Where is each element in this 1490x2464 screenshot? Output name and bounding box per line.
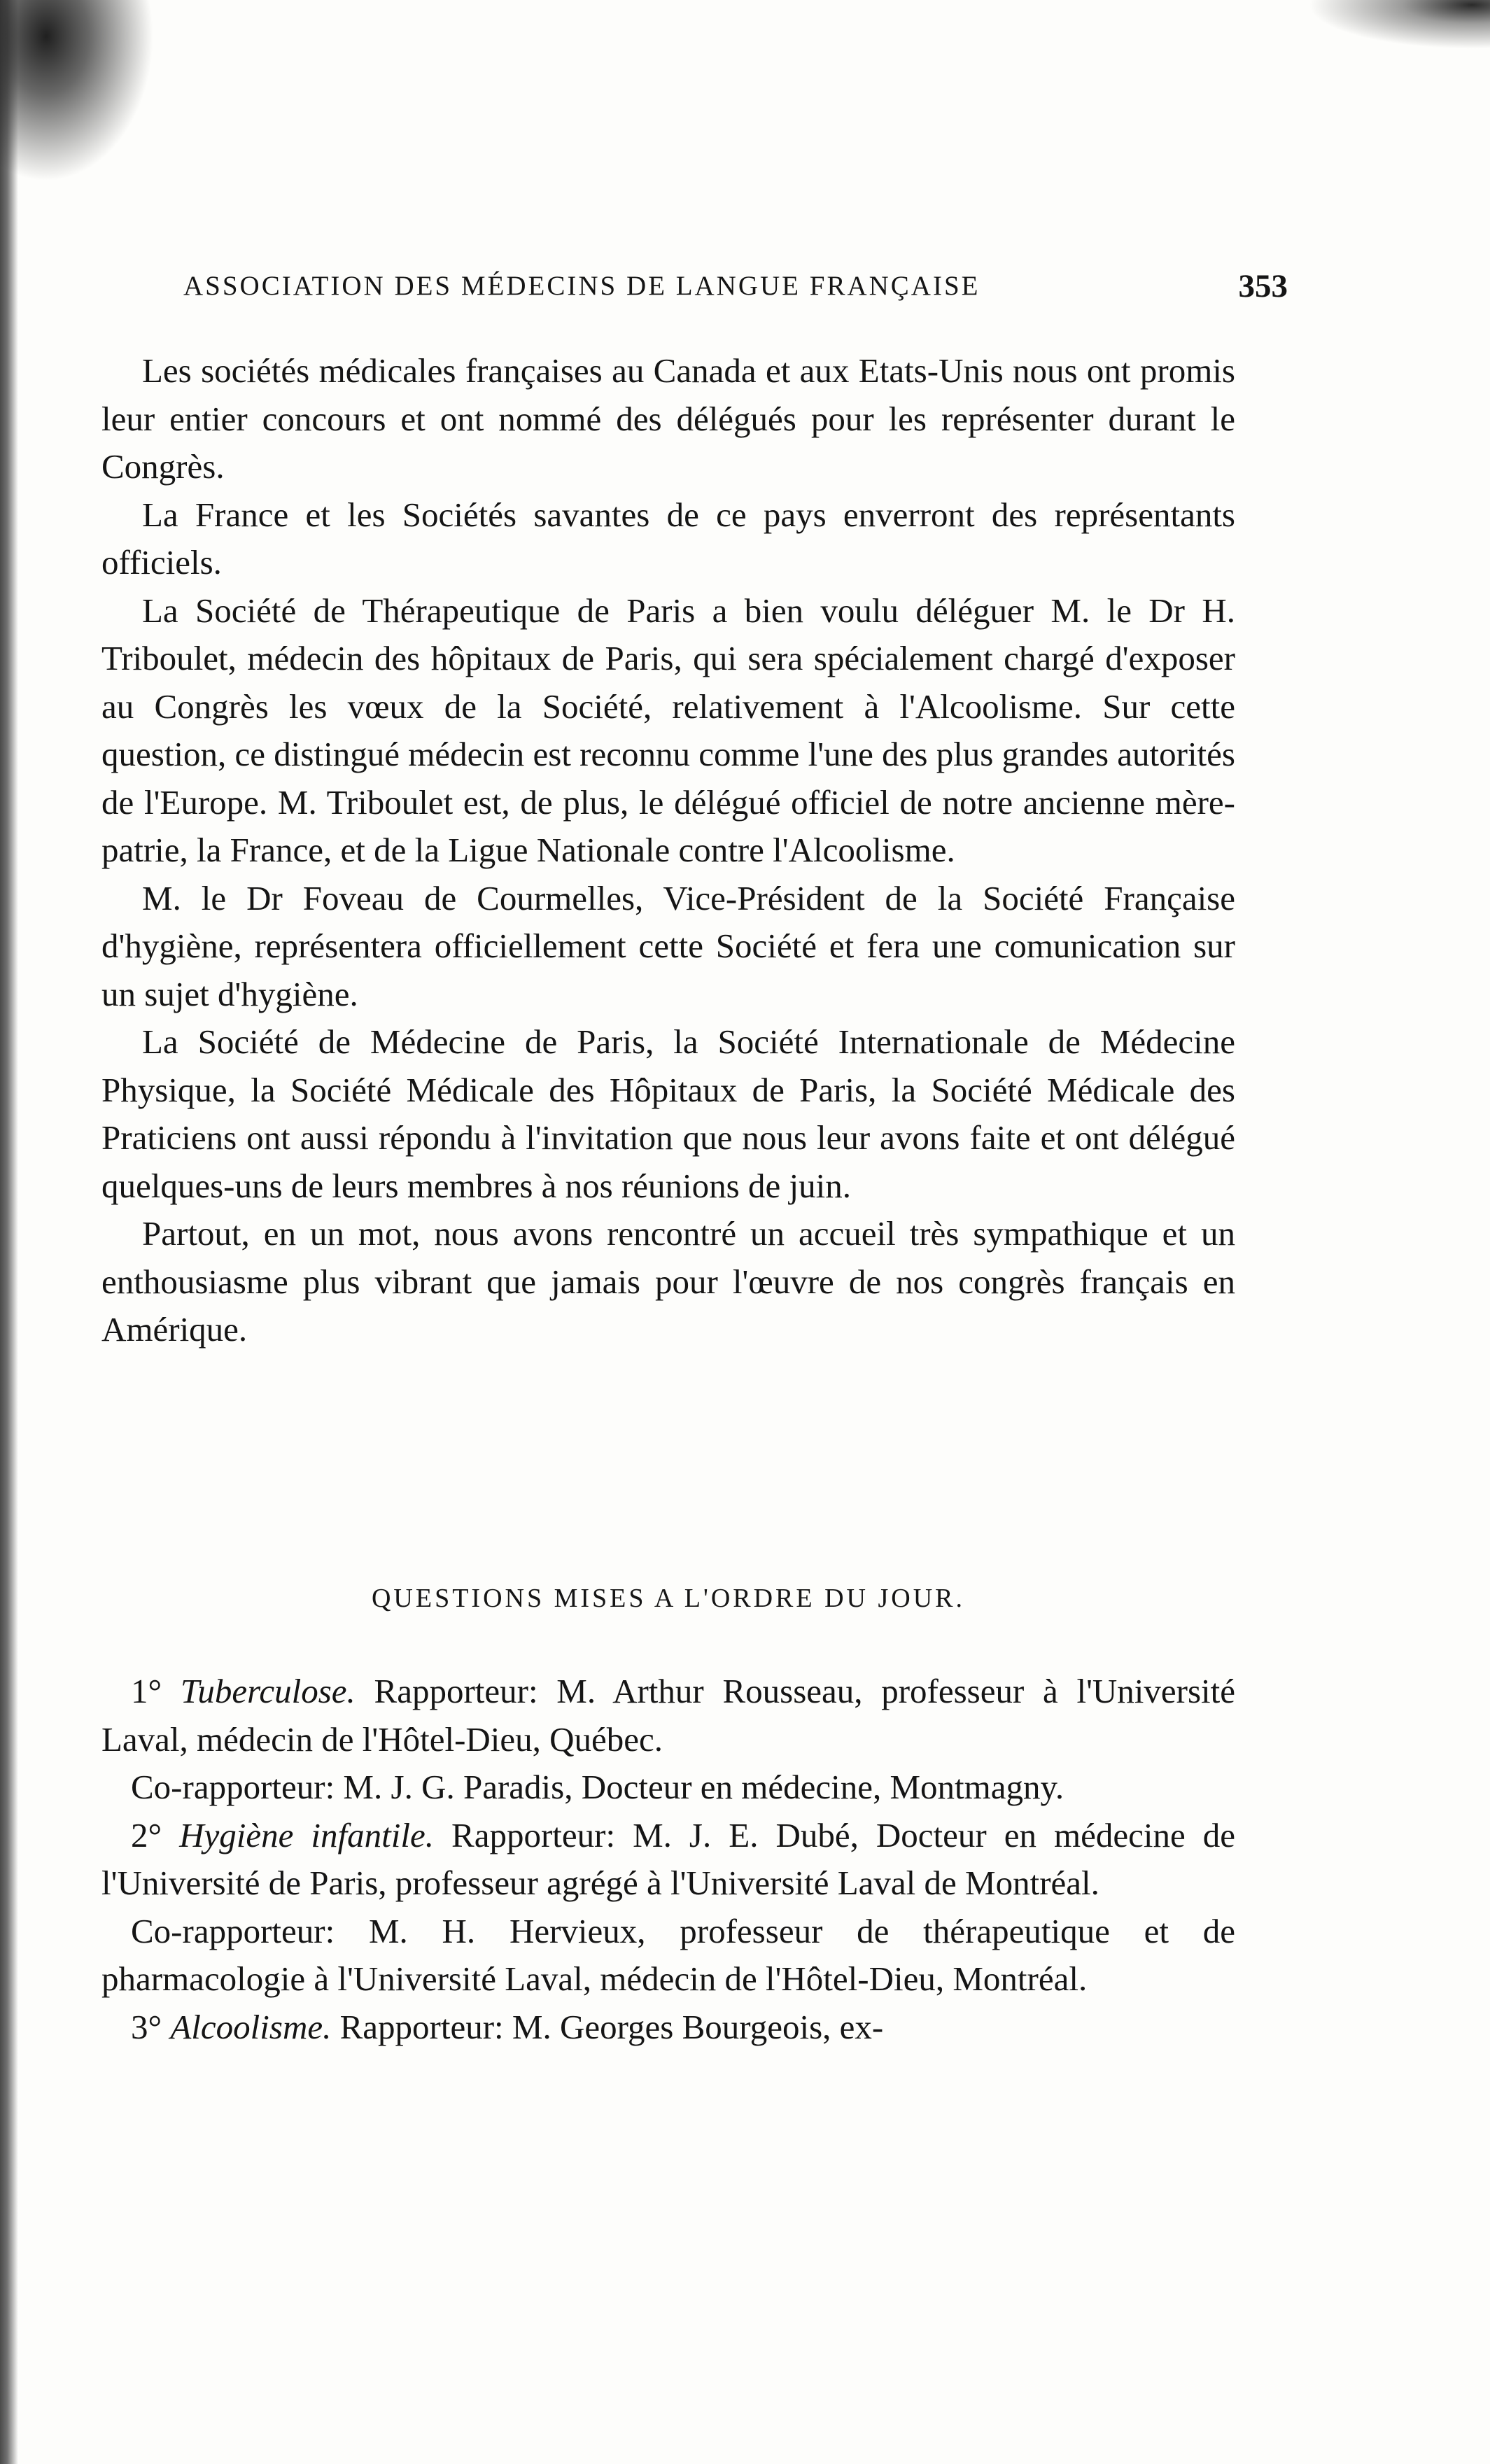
questions-list — [101, 1668, 1235, 2051]
question-item — [101, 2004, 1235, 2052]
question-topic: Hygiène infantile. — [179, 1815, 434, 1854]
question-number: 1° — [131, 1672, 162, 1710]
question-text: Rapporteur: M. Georges Bourgeois, ex- — [339, 2007, 884, 2046]
paragraph: Les sociétés médicales françaises au Canada et aux Etats-Unis nous ont promis leur entier concours et ont nommé des délégués pour les représenter durant le Congrès. — [101, 351, 1235, 486]
question-item — [101, 1668, 1235, 1763]
paragraph: La France et les Sociétés savantes de ce pays enverront des représentants officiels. — [101, 495, 1235, 582]
section-heading: QUESTIONS MISES A L'ORDRE DU JOUR. — [371, 1584, 966, 1613]
question-topic: Tuberculose. — [180, 1672, 356, 1710]
scan-left-edge-shadow — [0, 0, 18, 2464]
paragraph: Partout, en un mot, nous avons rencontré un accueil très sympathique et un enthousiasme plus vibrant que jamais pour l'œuvre de nos congrès français en Amérique. — [101, 1214, 1235, 1349]
paragraph: La Société de Médecine de Paris, la Société Internationale de Médecine Physique, la Société Médicale des Hôpitaux de Paris, la Société Médicale des Praticiens ont aussi répondu à l'invitation que nous leur avons faite et ont délégué quelques-uns de leurs membres à nos réunions de juin. — [101, 1022, 1235, 1205]
question-text: Co-rapporteur: M. J. G. Paradis, Docteur en médecine, Montmagny. — [131, 1768, 1064, 1806]
question-number: 3° — [131, 2007, 162, 2046]
question-number: 2° — [131, 1815, 162, 1854]
scan-corner-smudge — [0, 0, 154, 182]
body-text — [101, 347, 1235, 1354]
question-topic: Alcoolisme. — [170, 2007, 332, 2046]
question-text: Rapporteur: M. Arthur Rousseau, professeur à l'Université Laval, médecin de l'Hôtel-Dieu, Québec. — [101, 1672, 1236, 1759]
paragraph: La Société de Thérapeutique de Paris a bien voulu déléguer M. le Dr H. Triboulet, médecin des hôpitaux de Paris, qui sera spécialement chargé d'exposer au Congrès les vœux de la Société, relativement à l'Alcoolisme. Sur cette question, ce distingué médecin est reconnu comme l'une des plus grandes autorités de l'Europe. M. Triboulet est, de plus, le délégué officiel de notre ancienne mère-patrie, la France, et de la Ligue Nationale contre l'Alcoolisme. — [101, 591, 1235, 869]
question-text: Co-rapporteur: M. H. Hervieux, professeur de thérapeutique et de pharmacologie à l'Université Laval, médecin de l'Hôtel-Dieu, Montréal. — [101, 1911, 1235, 1998]
paragraph: M. le Dr Foveau de Courmelles, Vice-Président de la Société Française d'hygiène, représentera officiellement cette Société et fera une comunication sur un sujet d'hygiène. — [101, 878, 1235, 1013]
question-item — [101, 1908, 1235, 2004]
question-item — [101, 1812, 1235, 1908]
page-number: 353 — [1238, 268, 1288, 304]
running-header-title: ASSOCIATION DES MÉDECINS DE LANGUE FRANÇAISE — [183, 271, 981, 301]
question-item — [101, 1763, 1235, 1812]
question-text: Rapporteur: M. J. E. Dubé, Docteur en médecine de l'Université de Paris, professeur agrégé à l'Université Laval de Montréal. — [101, 1815, 1235, 1902]
running-header — [183, 270, 1288, 312]
scan-top-right-smudge — [1308, 0, 1490, 49]
